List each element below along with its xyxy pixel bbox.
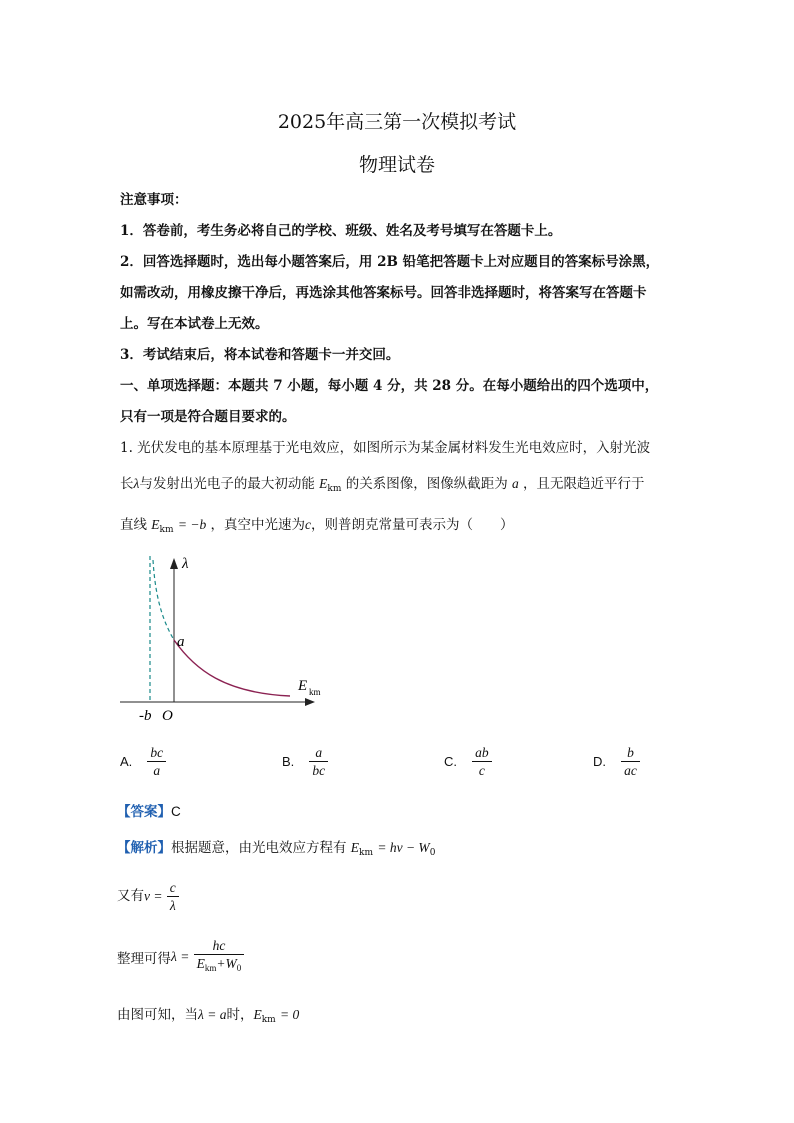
analysis-line-4 (117, 1003, 299, 1025)
y-axis-arrow (170, 558, 178, 569)
analysis-frac-3-den-w: +W (216, 956, 237, 971)
answer-tag: 【答案】 (117, 804, 171, 820)
analysis-frac-2-num: c (167, 880, 179, 897)
exam-subtitle: 物理试卷 (358, 154, 435, 176)
notice-heading: 注意事项： (120, 192, 188, 208)
analysis-frac-2-den: λ (169, 898, 176, 913)
option-a-num: bc (147, 745, 166, 762)
analysis-text-3: 整理可得 (117, 951, 171, 967)
answer-line (117, 800, 181, 820)
q1-text-g: ，则普朗克常量可表示为（ ） (311, 517, 514, 533)
x-axis-arrow (305, 698, 315, 706)
analysis-eq-4: = 0 (280, 1007, 300, 1022)
analysis-text-1: 根据题意，由光电效应方程有 (171, 840, 347, 856)
option-c-den: c (478, 763, 485, 778)
analysis-frac-3 (194, 938, 245, 976)
option-a[interactable] (120, 745, 166, 778)
answer-value: C (171, 804, 181, 819)
analysis-lambda-a: λ = a (198, 1007, 227, 1022)
question-1-line-2 (120, 472, 645, 494)
analysis-frac-3-den-sub2: 0 (236, 963, 242, 973)
notice-item-1: 1．答卷前，考生务必将自己的学校、班级、姓名及考号填写在答题卡上。 (120, 223, 562, 239)
option-b[interactable] (282, 745, 328, 778)
q1-c: c (305, 517, 311, 532)
option-c[interactable] (444, 745, 492, 778)
question-1-line-3 (120, 513, 514, 535)
section-heading-line-1: 一、单项选择题：本题共 7 小题，每小题 4 分，共 28 分。在每小题给出的四个选项中， (120, 378, 659, 394)
neg-b-label: -b (139, 708, 152, 724)
option-b-fraction (309, 745, 328, 778)
origin-label: O (162, 708, 173, 724)
option-a-den: a (153, 763, 161, 778)
option-d-fraction (621, 745, 640, 778)
x-axis-label-sub: km (309, 687, 321, 697)
option-c-num: ab (472, 745, 492, 762)
lambda-curve (174, 640, 290, 696)
y-axis-label: λ (182, 556, 189, 572)
q1-e2-sub: km (159, 525, 174, 535)
analysis-text-4b: 时， (226, 1007, 254, 1023)
analysis-text-4a: 由图可知，当 (117, 1007, 198, 1023)
x-axis-label: E (298, 678, 308, 694)
option-c-fraction (472, 745, 492, 778)
analysis-line-1 (117, 836, 435, 858)
option-b-den: bc (312, 763, 326, 778)
q1-text-f: ，真空中光速为 (210, 517, 305, 533)
notice-item-3: 3．考试结束后，将本试卷和答题卡一并交回。 (120, 347, 400, 363)
option-a-label: A. (120, 754, 133, 769)
notice-item-2-line-1: 2．回答选择题时，选出每小题答案后，用 2B 铅笔把答题卡上对应题目的答案标号涂黑， (120, 254, 660, 270)
option-d-den: ac (624, 763, 637, 778)
q1-e: E (319, 476, 328, 491)
q1-e2: E (151, 517, 160, 532)
q1-text-b: 与发射出光电子的最大初动能 (139, 476, 315, 492)
q1-lambda: λ (133, 476, 140, 491)
option-b-label: B. (282, 754, 295, 769)
analysis-text-2: 又有 (117, 888, 144, 904)
option-c-label: C. (444, 754, 457, 769)
section-heading-line-2: 只有一项是符合题目要求的。 (120, 409, 296, 425)
analysis-e3: E (253, 1007, 262, 1022)
lambda-ek-graph (115, 548, 335, 728)
analysis-e: E (350, 840, 360, 855)
q1-text-a: 长 (120, 476, 134, 492)
option-d[interactable] (593, 745, 640, 778)
analysis-frac-2 (167, 880, 179, 913)
analysis-nu: ν = (144, 888, 163, 904)
analysis-tag: 【解析】 (117, 840, 171, 856)
q1-a: a (512, 476, 519, 491)
option-b-num: a (309, 745, 328, 762)
analysis-lambda-eq: λ = (171, 949, 190, 964)
analysis-e3-sub: km (261, 1015, 276, 1025)
option-d-label: D. (593, 754, 606, 769)
analysis-eq-1: = hν − W (377, 840, 430, 855)
q1-text-d: ，且无限趋近平行于 (523, 476, 645, 492)
q1-text-c: 的关系图像，图像纵截距为 (345, 476, 508, 492)
notice-item-2-line-2: 如需改动，用橡皮擦干净后，再选涂其他答案标号。回答非选择题时，将答案写在答题卡 (120, 285, 647, 301)
analysis-e-sub: km (359, 848, 374, 858)
analysis-frac-3-den-sub: km (204, 963, 217, 973)
q1-eq: = −b (177, 517, 207, 532)
exam-title: 2025年高三第一次模拟考试 (277, 111, 517, 133)
analysis-frac-3-den (194, 955, 245, 976)
analysis-eq-1-sub: 0 (429, 848, 436, 858)
analysis-frac-3-den-e: E (196, 956, 205, 971)
question-1-line-1: 1. 光伏发电的基本原理基于光电效应，如图所示为某金属材料发生光电效应时，入射光波 (120, 440, 651, 456)
notice-item-2-line-3: 上。写在本试卷上无效。 (120, 316, 269, 332)
analysis-line-2 (117, 880, 179, 913)
option-d-num: b (621, 745, 640, 762)
analysis-line-3 (117, 938, 244, 976)
intercept-label: a (177, 634, 185, 650)
analysis-frac-3-num: hc (194, 938, 245, 955)
q1-text-e: 直线 (120, 517, 147, 533)
curve-dashed-branch (153, 560, 174, 640)
option-a-fraction (147, 745, 166, 778)
q1-e-sub: km (327, 484, 342, 494)
